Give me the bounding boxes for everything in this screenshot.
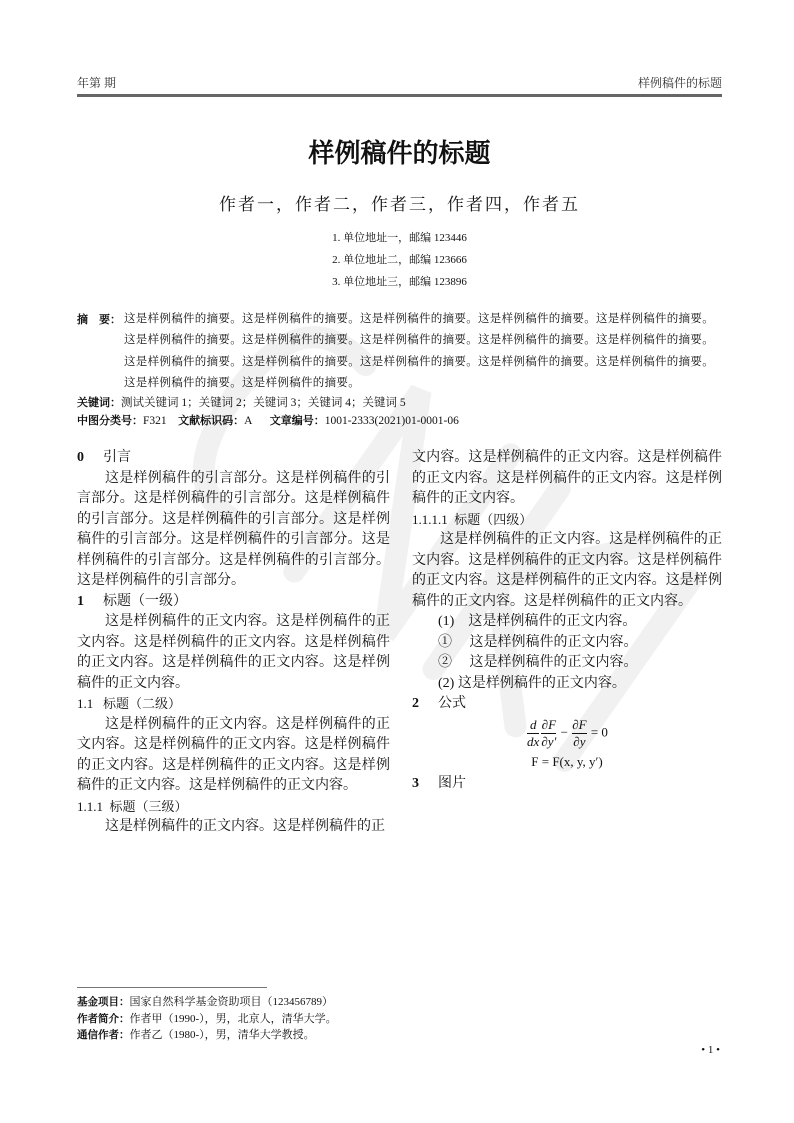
section-number: 1.1 xyxy=(77,696,94,712)
corr-label: 通信作者： xyxy=(77,1029,130,1041)
list-item: ② 这是样例稿件的正文内容。 xyxy=(438,655,638,671)
fund-label: 基金项目： xyxy=(77,996,130,1008)
left-column xyxy=(77,448,390,838)
header-rule xyxy=(77,94,722,97)
affiliation-2: 2. 单位地址二，邮编 123666 xyxy=(332,254,467,266)
header-issue: 年第 期 xyxy=(77,76,117,90)
article-number-value: 1001-2333(2021)01-0001-06 xyxy=(324,415,459,428)
keywords-label: 关键词： xyxy=(77,396,121,410)
section-1-heading xyxy=(77,592,390,613)
section-1-1-1-1-paragraph: 这是样例稿件的正文内容。这是样例稿件的正文内容。这是样例稿件的正文内容。这是样例稿件的正文内容。这是样例稿件的正文内容。这是样例稿件的正文内容。这是样例稿件的正文内容。 xyxy=(412,532,722,609)
clc-label: 中图分类号： xyxy=(77,414,143,428)
footnotes xyxy=(77,987,337,1044)
right-column xyxy=(412,448,722,795)
intro-paragraph: 这是样例稿件的引言部分。这是样例稿件的引言部分。这是样例稿件的引言部分。这是样例稿件的引言部分。这是样例稿件的引言部分。这是样例稿件的引言部分。这是样例稿件的引言部分。这是样例稿件的引言部分。这是样例稿件的引言部分。这是样例稿件的引言部分。 xyxy=(77,470,390,589)
section-number: 1 xyxy=(77,593,84,609)
section-2-heading xyxy=(412,694,722,715)
section-title: 标题（四级） xyxy=(454,511,533,527)
fund-text: 国家自然科学基金资助项目（123456789） xyxy=(129,996,333,1008)
section-1-1-1-paragraph-cont: 文内容。这是样例稿件的正文内容。这是样例稿件的正文内容。这是样例稿件的正文内容。这是样例稿件的正文内容。 xyxy=(412,450,722,507)
section-1-1-1-paragraph-start: 这是样例稿件的正文内容。这是样例稿件的正 xyxy=(105,819,385,835)
list-item: (2) 这是样例稿件的正文内容。 xyxy=(438,675,626,691)
list-item: (1) 这是样例稿件的正文内容。 xyxy=(438,614,637,630)
footnote-fund xyxy=(77,994,337,1011)
keywords-text: 测试关键词 1；关键词 2；关键词 3；关键词 4；关键词 5 xyxy=(121,397,406,410)
clc-value: F321 xyxy=(143,415,167,428)
header-running-title: 样例稿件的标题 xyxy=(637,76,722,90)
eq-denominator: dx xyxy=(527,733,540,749)
doc-code-value: A xyxy=(244,415,253,428)
body-columns xyxy=(77,448,722,838)
abstract xyxy=(77,309,722,394)
eq-numerator: ∂F xyxy=(572,716,587,732)
section-title: 公式 xyxy=(438,696,466,712)
section-1-1-heading xyxy=(77,694,390,715)
eq-denominator: ∂y xyxy=(573,733,586,749)
section-3-heading xyxy=(412,774,722,795)
section-0-heading xyxy=(77,448,390,469)
section-title: 标题（二级） xyxy=(103,696,182,712)
section-1-1-paragraph: 这是样例稿件的正文内容。这是样例稿件的正文内容。这是样例稿件的正文内容。这是样例稿件的正文内容。这是样例稿件的正文内容。这是样例稿件的正文内容。这是样例稿件的正文内容。 xyxy=(77,716,390,794)
section-number: 3 xyxy=(412,776,419,792)
section-number: 0 xyxy=(77,450,84,466)
running-header xyxy=(77,0,722,91)
eq-rhs: = 0 xyxy=(590,724,608,740)
equation-2: F = F(x, y, y′) xyxy=(531,753,603,769)
section-1-1-1-heading xyxy=(77,797,390,818)
page-number: • 1 • xyxy=(701,1044,720,1056)
author-list: 作者一，作者二，作者三，作者四，作者五 xyxy=(219,195,580,214)
doc-code-label: 文献标识码： xyxy=(178,414,245,428)
footnote-rule xyxy=(77,987,267,988)
affiliation-3: 3. 单位地址三，邮编 123896 xyxy=(332,276,467,288)
keywords xyxy=(77,394,722,412)
section-title: 标题（三级） xyxy=(109,798,188,814)
article-number-label: 文章编号： xyxy=(269,414,325,428)
footnote-corresponding xyxy=(77,1027,337,1044)
corr-text: 作者乙（1980-），男，清华大学教授。 xyxy=(129,1029,315,1041)
section-title: 标题（一级） xyxy=(103,593,187,609)
eq-numerator: d xyxy=(527,717,539,734)
section-1-1-1-1-heading xyxy=(412,510,722,531)
list-item: ① 这是样例稿件的正文内容。 xyxy=(438,634,638,650)
affiliations xyxy=(77,227,722,293)
equation-1 xyxy=(412,715,722,752)
paper-title: 样例稿件的标题 xyxy=(308,139,491,169)
page-content xyxy=(77,0,722,838)
eq-operator: − xyxy=(560,724,568,740)
section-title: 引言 xyxy=(103,450,131,466)
section-title: 图片 xyxy=(438,776,466,792)
eq-numerator: ∂F xyxy=(541,716,557,732)
abstract-label: 摘 要： xyxy=(77,313,121,326)
bio-text: 作者甲（1990-），男，北京人，清华大学。 xyxy=(129,1012,337,1025)
section-number: 2 xyxy=(412,696,419,712)
section-number: 1.1.1.1 xyxy=(412,511,448,527)
affiliation-1: 1. 单位地址一，邮编 123446 xyxy=(332,232,467,244)
abstract-text: 这是样例稿件的摘要。这是样例稿件的摘要。这是样例稿件的摘要。这是样例稿件的摘要。这是样例稿件的摘要。这是样例稿件的摘要。这是样例稿件的摘要。这是样例稿件的摘要。这是样例稿件的摘要。这是样例稿件的摘要。这是样例稿件的摘要。这是样例稿件的摘要。这是样例稿件的摘要。这是样例稿件的摘要。这是样例稿件的摘要。这是样例稿件的摘要。这是样例稿件的摘要。 xyxy=(124,313,714,389)
footnote-bio xyxy=(77,1011,337,1028)
classification-line xyxy=(77,412,722,430)
eq-denominator: ∂y′ xyxy=(541,733,557,749)
bio-label: 作者简介： xyxy=(77,1012,130,1025)
section-number: 1.1.1 xyxy=(77,798,103,814)
section-1-paragraph: 这是样例稿件的正文内容。这是样例稿件的正文内容。这是样例稿件的正文内容。这是样例稿件的正文内容。这是样例稿件的正文内容。这是样例稿件的正文内容。 xyxy=(77,614,390,691)
